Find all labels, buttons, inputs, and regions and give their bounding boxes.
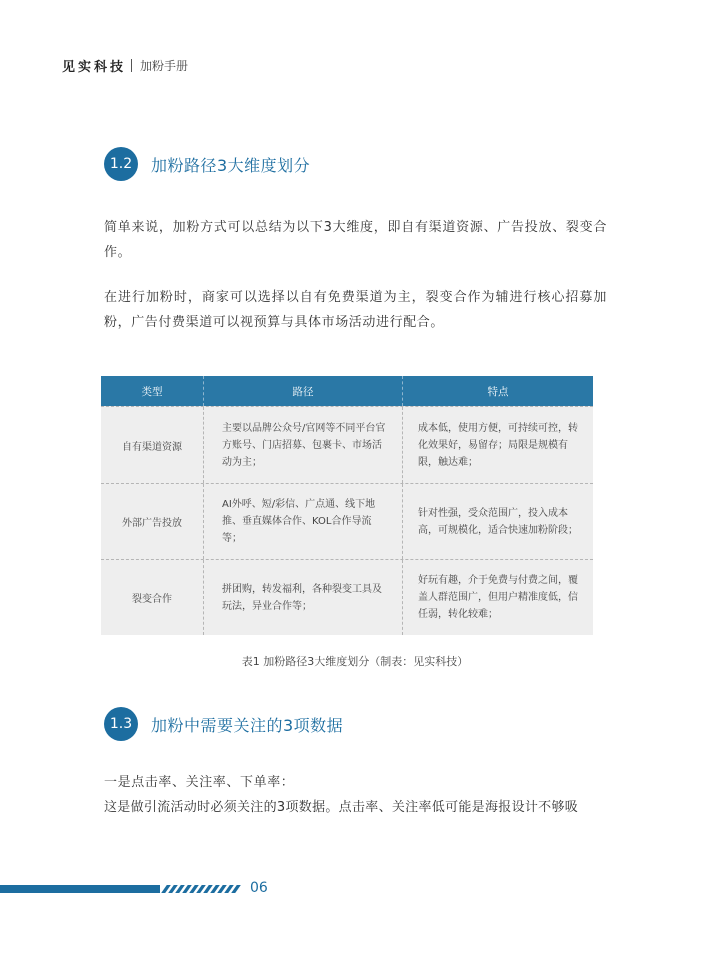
- table-caption: 表1 加粉路径3大维度划分（制表：见实科技）: [241, 655, 469, 668]
- channel-table: [101, 376, 593, 635]
- metrics-heading-line: 一是点击率、关注率、下单率：: [104, 775, 295, 790]
- cell-path: 主要以品牌公众号/官网等不同平台官方账号、门店招募、包裹卡、市场活动为主；: [203, 407, 402, 483]
- column-header-path: 路径: [203, 376, 402, 406]
- brand-name: 见实科技: [62, 60, 127, 75]
- cell-type: 裂变合作: [132, 594, 172, 605]
- section-1-2-heading: [104, 147, 310, 181]
- strategy-paragraph: 在进行加粉时，商家可以选择以自有免费渠道为主，裂变合作为辅进行核心招募加粉，广告付费渠道可以视预算与具体市场活动进行配合。: [104, 290, 607, 330]
- metrics-body-line: 这是做引流活动时必须关注的3项数据。点击率、关注率低可能是海报设计不够吸: [104, 800, 579, 815]
- footer-stripes: [164, 885, 241, 893]
- page-number: 06: [250, 880, 268, 896]
- column-header-feature: 特点: [402, 376, 593, 406]
- cell-type: 外部广告投放: [122, 518, 182, 529]
- section-number-badge: 1.2: [104, 147, 138, 181]
- section-number-badge: 1.3: [104, 707, 138, 741]
- page-header: [62, 56, 188, 75]
- column-header-type: 类型: [141, 385, 163, 398]
- cell-path: 拼团购，转发福利，各种裂变工具及玩法，异业合作等；: [203, 560, 402, 635]
- handbook-title: 加粉手册: [140, 59, 189, 73]
- table-row: [101, 559, 593, 635]
- table-row: [101, 406, 593, 483]
- table-row: [101, 483, 593, 559]
- cell-type: 自有渠道资源: [122, 441, 182, 453]
- cell-path: AI外呼、短/彩信、广点通、线下地推、垂直媒体合作、KOL合作导流等；: [203, 484, 402, 559]
- cell-feature: 成本低，使用方便，可持续可控，转化效果好，易留存；局限是规模有限，触达难；: [402, 407, 593, 483]
- section-1-3-heading: [104, 707, 343, 741]
- section-title: 加粉路径3大维度划分: [151, 155, 311, 175]
- cell-feature: 针对性强，受众范围广，投入成本高，可规模化，适合快速加粉阶段；: [402, 484, 593, 559]
- footer-accent-bar: [0, 885, 160, 893]
- section-title: 加粉中需要关注的3项数据: [151, 715, 344, 735]
- cell-feature: 好玩有趣，介于免费与付费之间，覆盖人群范围广，但用户精准度低，信任弱，转化较难；: [402, 560, 593, 635]
- intro-paragraph: 简单来说，加粉方式可以总结为以下3大维度，即自有渠道资源、广告投放、裂变合作。: [104, 220, 607, 260]
- table-header: [101, 376, 593, 406]
- header-divider: [131, 59, 132, 72]
